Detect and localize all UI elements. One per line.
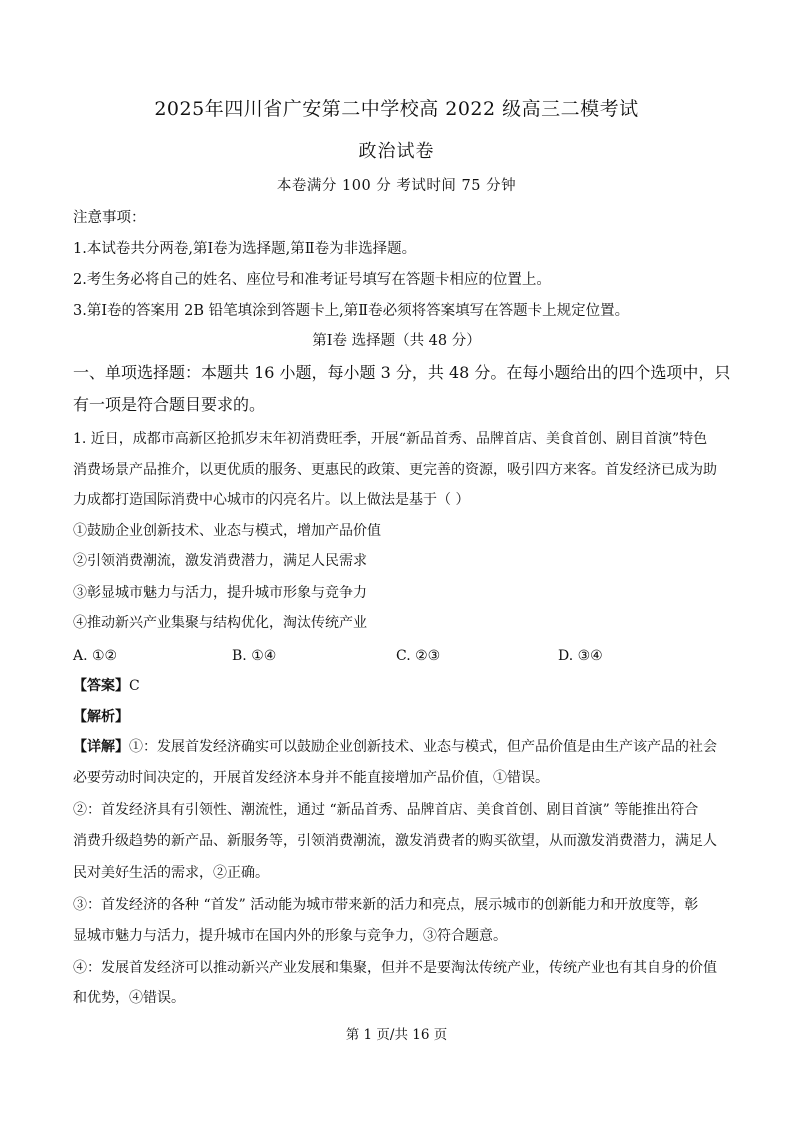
detail-line: 消费升级趋势的新产品、新服务等，引领消费潮流，激发消费者的购买欲望，从而激发消费潜力，满足人 — [73, 833, 717, 849]
question-stem: 1. 近日，成都市高新区抢抓岁末年初消费旺季，开展“新品首秀、品牌首店、美食首创、剧目首演”特色 — [73, 431, 708, 447]
option-a: A. ①② — [73, 648, 118, 664]
detail-line: ④：发展首发经济可以推动新兴产业发展和集聚，但并不是要淘汰传统产业，传统产业也有其自身的价值 — [73, 960, 717, 976]
answer-value: C — [129, 678, 140, 694]
detail-line: 民对美好生活的需求，②正确。 — [73, 865, 269, 881]
detail-label: 【详解】 — [73, 739, 129, 755]
statement-item: ③彰显城市魅力与活力，提升城市形象与竞争力 — [73, 585, 367, 601]
answer-label: 【答案】 — [73, 678, 129, 694]
section-title: 第Ⅰ卷 选择题（共 48 分） — [312, 333, 481, 349]
question-stem: 消费场景产品推介，以更优质的服务、更惠民的政策、更完善的资源，吸引四方来客。首发经济已成为助 — [73, 462, 717, 478]
detail-text: ①：发展首发经济确实可以鼓励企业创新技术、业态与模式，但产品价值是由生产该产品的社会 — [129, 739, 717, 755]
exam-title: 2025年四川省广安第二中学校高 2022 级高三二模考试 — [154, 98, 639, 120]
answer-line — [73, 676, 140, 696]
exam-meta: 本卷满分 100 分 考试时间 75 分钟 — [276, 178, 517, 194]
notice-item: 1.本试卷共分两卷,第Ⅰ卷为选择题,第Ⅱ卷为非选择题。 — [73, 241, 417, 257]
section-intro: 有一项是符合题目要求的。 — [73, 395, 266, 414]
option-d: D. ③④ — [558, 648, 603, 664]
section-intro: 一、单项选择题：本题共 16 小题，每小题 3 分，共 48 分。在每小题给出的四个选项中，只 — [73, 363, 731, 382]
notice-item: 2.考生务必将自己的姓名、座位号和准考证号填写在答题卡相应的位置上。 — [73, 272, 551, 288]
notice-item: 3.第Ⅰ卷的答案用 2B 铅笔填涂到答题卡上,第Ⅱ卷必须将答案填写在答题卡上规定位置。 — [73, 303, 630, 319]
detail-line: ③：首发经济的各种 “首发” 活动能为城市带来新的活力和亮点，展示城市的创新能力和开放度等，彰 — [73, 897, 699, 913]
subject-title: 政治试卷 — [358, 141, 435, 162]
detail-line — [73, 737, 717, 757]
option-c: C. ②③ — [396, 648, 441, 664]
option-b: B. ①④ — [232, 648, 277, 664]
statement-item: ④推动新兴产业集聚与结构优化，淘汰传统产业 — [73, 615, 367, 631]
page-number: 第 1 页/共 16 页 — [345, 1027, 448, 1043]
detail-line: 显城市魅力与活力，提升城市在国内外的形象与竞争力，③符合题意。 — [73, 928, 507, 944]
statement-item: ①鼓励企业创新技术、业态与模式，增加产品价值 — [73, 523, 381, 539]
analysis-label: 【解析】 — [73, 709, 129, 725]
detail-line: 和优势，④错误。 — [73, 990, 185, 1006]
statement-item: ②引领消费潮流，激发消费潜力，满足人民需求 — [73, 553, 367, 569]
detail-line: 必要劳动时间决定的，开展首发经济本身并不能直接增加产品价值，①错误。 — [73, 770, 549, 786]
question-stem: 力成都打造国际消费中心城市的闪亮名片。以上做法是基于（ ） — [73, 492, 470, 508]
notice-heading: 注意事项： — [73, 210, 146, 226]
detail-line: ②：首发经济具有引领性、潮流性，通过 “新品首秀、品牌首店、美食首创、剧目首演” 等能推出符合 — [73, 802, 699, 818]
